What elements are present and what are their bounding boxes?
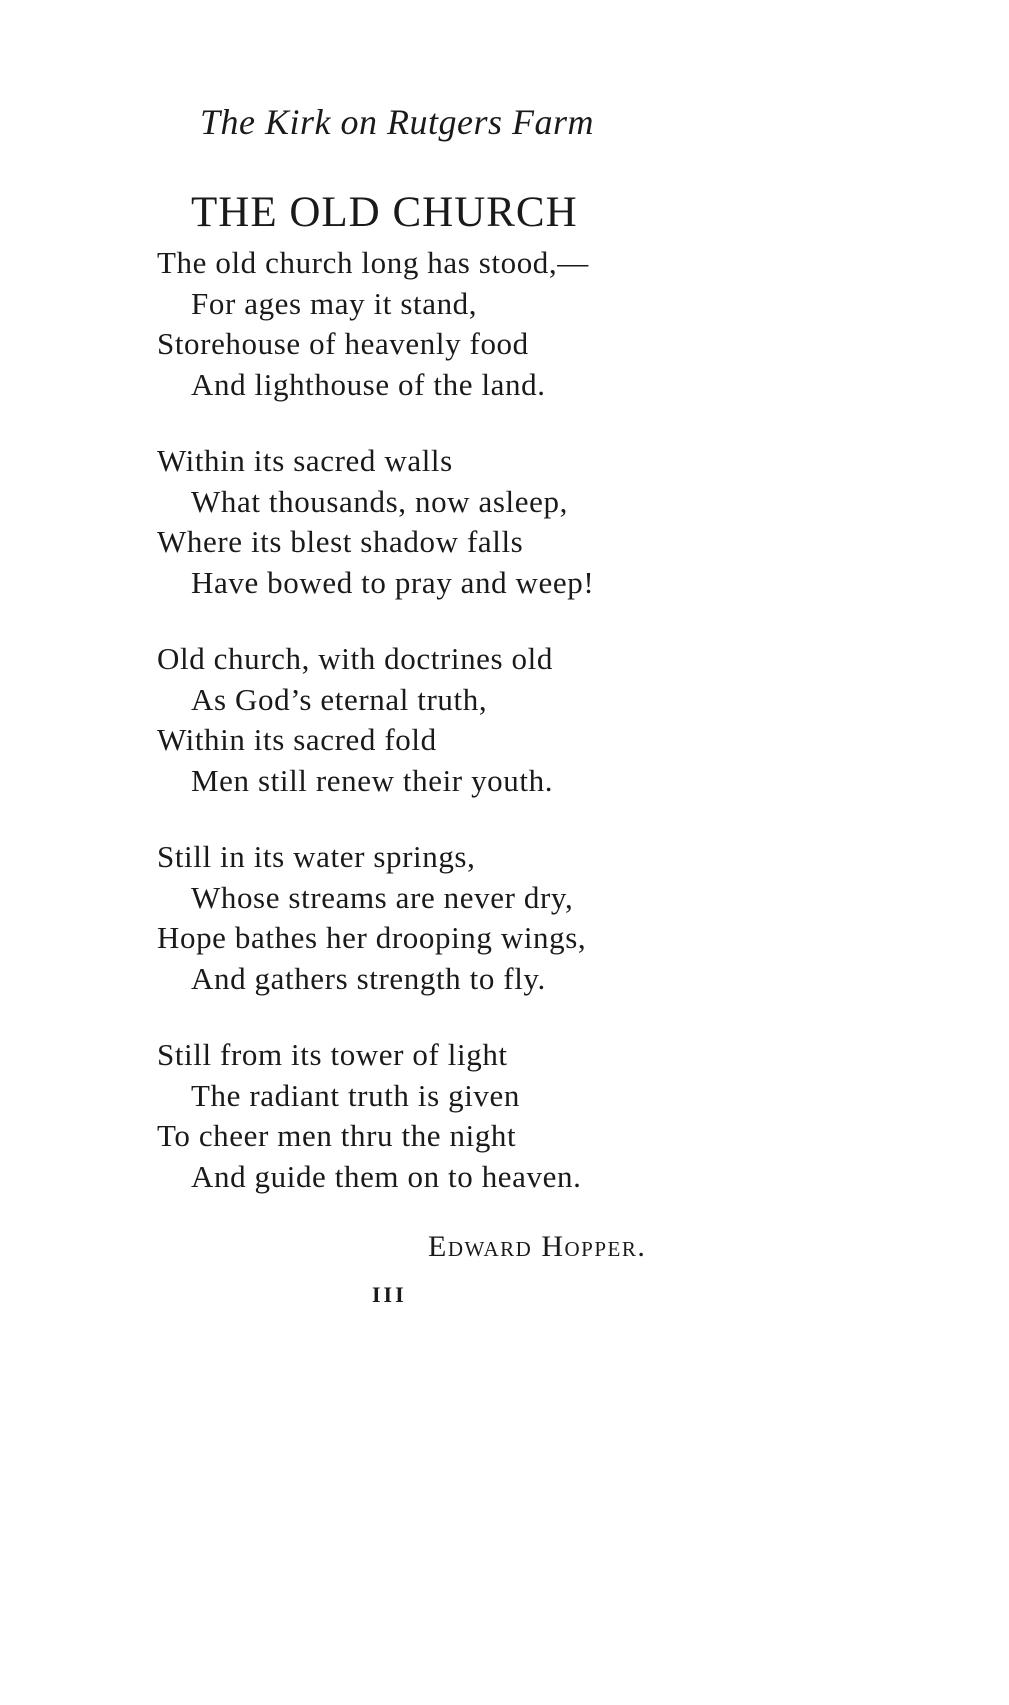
verse-line: And guide them on to heaven.	[191, 1158, 582, 1194]
verse-line: Still in its water springs,	[157, 839, 476, 874]
verse-line: And gathers strength to fly.	[191, 960, 546, 996]
stanza-1	[157, 243, 717, 405]
verse-line: The old church long has stood,—	[157, 245, 589, 280]
verse-line: What thousands, now asleep,	[191, 483, 568, 519]
poem-title: THE OLD CHURCH	[191, 189, 578, 236]
verse-line: Within its sacred fold	[157, 722, 437, 757]
stanza-3	[157, 639, 717, 801]
stanza-2	[157, 441, 717, 603]
stanza-5	[157, 1035, 717, 1197]
page-number: III	[372, 1282, 407, 1307]
verse-line: Storehouse of heavenly food	[157, 326, 529, 361]
verse-line: Whose streams are never dry,	[191, 879, 574, 915]
verse-line: For ages may it stand,	[191, 285, 478, 321]
verse-line: Men still renew their youth.	[191, 762, 554, 798]
author-attribution: Edward Hopper.	[428, 1230, 647, 1263]
stanza-4	[157, 837, 717, 999]
verse-line: Have bowed to pray and weep!	[191, 564, 595, 600]
verse-line: Still from its tower of light	[157, 1037, 508, 1072]
verse-line: The radiant truth is given	[191, 1077, 520, 1113]
verse-line: As God’s eternal truth,	[191, 681, 488, 717]
verse-line: And lighthouse of the land.	[191, 366, 546, 402]
poem-body	[157, 243, 717, 1233]
verse-line: Within its sacred walls	[157, 443, 453, 478]
verse-line: Hope bathes her drooping wings,	[157, 920, 587, 955]
verse-line: Old church, with doctrines old	[157, 641, 553, 676]
verse-line: Where its blest shadow falls	[157, 524, 524, 559]
verse-line: To cheer men thru the night	[157, 1118, 517, 1153]
running-head: The Kirk on Rutgers Farm	[200, 102, 594, 142]
